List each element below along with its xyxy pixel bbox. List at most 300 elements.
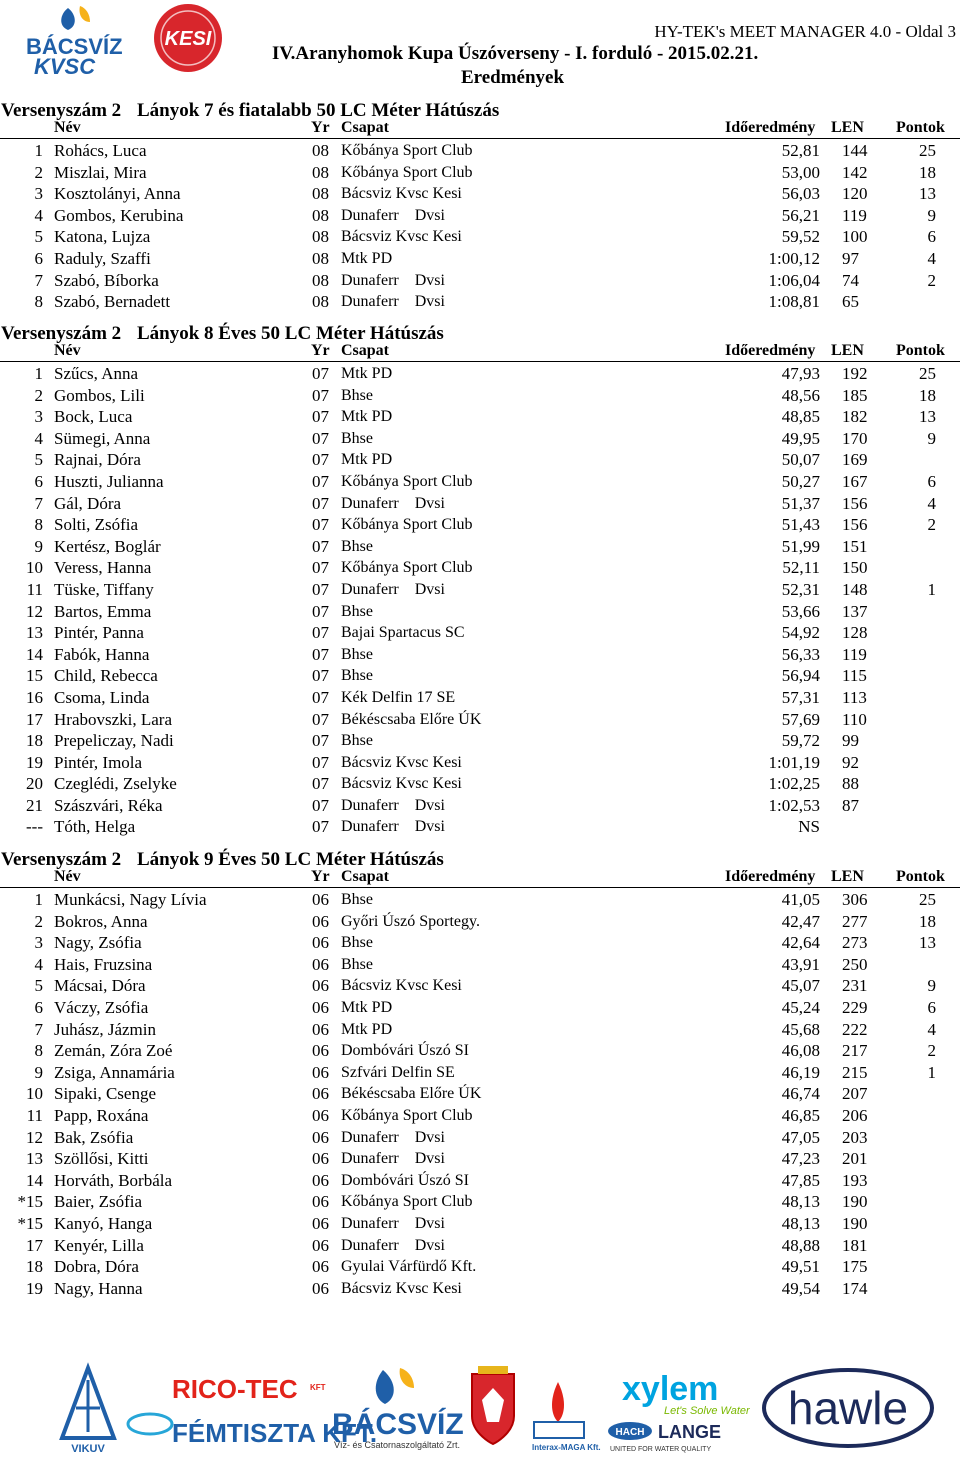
result-row [0, 772, 960, 794]
team-name: Bácsviz Kvsc Kesi [341, 185, 462, 203]
team-name: Bhse [341, 429, 373, 447]
result-time: 1:06,04 [768, 270, 820, 290]
result-time: 47,93 [781, 364, 820, 383]
birth-year: 06 [312, 1149, 329, 1169]
result-time: 48,85 [781, 407, 820, 427]
result-time: 50,27 [781, 471, 820, 491]
result-time: 51,37 [781, 493, 820, 513]
team-name: Kőbánya Sport Club [341, 516, 473, 534]
team-name: Mtk PD [341, 408, 393, 426]
team-name: Bhse [341, 645, 373, 663]
birth-year: 06 [312, 911, 329, 931]
place-cell: 12 [26, 1127, 43, 1147]
swimmer-name: Gombos, Lili [54, 385, 145, 405]
team-name: Bácsviz Kvsc Kesi [341, 775, 462, 793]
result-time: 52,81 [781, 141, 820, 160]
col-team: Csapat [341, 119, 390, 136]
team-points: 25 [919, 364, 936, 383]
team-name: Bajai Spartacus SC [341, 624, 465, 642]
result-row [0, 139, 960, 161]
swimmer-name: Solti, Zsófia [54, 515, 139, 535]
result-row [0, 1190, 960, 1212]
ricotec-label: RICO-TEC [172, 1374, 298, 1404]
birth-year: 07 [312, 623, 329, 643]
len-points: 99 [842, 731, 859, 751]
birth-year: 06 [312, 890, 329, 909]
result-time: 49,51 [781, 1257, 820, 1277]
result-time: 59,72 [781, 731, 820, 751]
result-row [0, 794, 960, 816]
place-cell: 17 [26, 709, 43, 729]
birth-year: 06 [312, 1041, 329, 1061]
team-name: Dunaferr Dvsi [341, 1150, 445, 1168]
sponsor-logos [0, 1360, 960, 1456]
result-row [0, 729, 960, 751]
team-name: Bácsviz Kvsc Kesi [341, 753, 462, 771]
len-points: 217 [842, 1041, 868, 1061]
swimmer-name: Rohács, Luca [54, 141, 147, 160]
swimmer-name: Kertész, Boglár [54, 536, 161, 556]
team-name: Bácsviz Kvsc Kesi [341, 977, 462, 995]
place-cell: 12 [26, 601, 43, 621]
result-row [0, 362, 960, 384]
place-cell: 16 [26, 687, 43, 707]
swimmer-name: Gál, Dóra [54, 493, 122, 513]
bacsviz-kvsc-logo [24, 4, 128, 76]
place-cell: 7 [34, 1019, 43, 1039]
birth-year: 08 [312, 292, 329, 312]
swimmer-name: Zemán, Zóra Zoé [54, 1041, 173, 1061]
bacsviz-sponsor-label: BÁCSVÍZ [332, 1408, 464, 1441]
team-name: Bhse [341, 891, 373, 908]
team-name: Bhse [341, 602, 373, 620]
swimmer-name: Szabó, Bíborka [54, 270, 159, 290]
swimmer-name: Kosztolányi, Anna [54, 184, 181, 204]
team-name: Mtk PD [341, 365, 393, 382]
team-name: Bhse [341, 955, 373, 973]
team-name: Békéscsaba Előre ÚK [341, 1085, 482, 1103]
ricotec-kft-label: KFT [310, 1383, 326, 1392]
swimmer-name: Sümegi, Anna [54, 428, 151, 448]
birth-year: 08 [312, 141, 329, 160]
result-row [0, 225, 960, 247]
team-name: Kőbánya Sport Club [341, 559, 473, 577]
place-cell: 2 [34, 911, 43, 931]
swimmer-name: Nagy, Zsófia [54, 933, 142, 953]
team-name: Bácsviz Kvsc Kesi [341, 1279, 462, 1297]
len-points: 222 [842, 1019, 868, 1039]
column-header [0, 342, 960, 362]
result-row [0, 815, 960, 837]
swimmer-name: Miszlai, Mira [54, 162, 147, 182]
place-cell: *15 [17, 1192, 43, 1212]
birth-year: 07 [312, 687, 329, 707]
result-row [0, 247, 960, 269]
xylem-hach-lange-logo [608, 1370, 751, 1453]
team-name: Kőbánya Sport Club [341, 163, 473, 181]
result-time: 46,08 [781, 1041, 820, 1061]
result-time: 56,03 [781, 184, 820, 204]
col-time: Időeredmény [725, 119, 816, 136]
swimmer-name: Tüske, Tiffany [54, 579, 154, 599]
birth-year: 07 [312, 364, 329, 383]
team-name: Bhse [341, 537, 373, 555]
len-points: 148 [842, 579, 868, 599]
place-cell: 4 [34, 428, 43, 448]
place-cell: 5 [34, 976, 43, 996]
result-time: 51,43 [781, 515, 820, 535]
result-row [0, 182, 960, 204]
len-points: 156 [842, 493, 868, 513]
team-name: Dombóvári Úszó SI [341, 1042, 469, 1060]
result-row [0, 535, 960, 557]
team-points: 18 [919, 385, 936, 405]
place-cell: 6 [34, 471, 43, 491]
result-row [0, 269, 960, 291]
len-points: 150 [842, 558, 868, 578]
place-cell: 7 [34, 270, 43, 290]
len-points: 182 [842, 407, 868, 427]
len-points: 207 [842, 1084, 868, 1104]
len-points: 181 [842, 1235, 868, 1255]
team-name: Dunaferr Dvsi [341, 494, 445, 512]
result-row [0, 470, 960, 492]
birth-year: 06 [312, 997, 329, 1017]
col-len: LEN [831, 868, 864, 885]
len-points: 88 [842, 774, 859, 794]
hawle-logo [764, 1370, 932, 1446]
column-header [0, 868, 960, 888]
team-name: Dunaferr Dvsi [341, 271, 445, 289]
birth-year: 07 [312, 558, 329, 578]
birth-year: 07 [312, 731, 329, 751]
len-points: 97 [842, 248, 859, 268]
result-time: 1:02,53 [768, 795, 820, 815]
place-cell: 1 [34, 141, 43, 160]
len-points: 174 [842, 1278, 868, 1298]
col-name: Név [54, 868, 81, 885]
birth-year: 06 [312, 1213, 329, 1233]
len-points: 273 [842, 933, 868, 953]
team-name: Dunaferr Dvsi [341, 1214, 445, 1232]
place-cell: 15 [26, 666, 43, 686]
len-points: 203 [842, 1127, 868, 1147]
team-points: 2 [927, 1041, 936, 1061]
team-name: Dunaferr Dvsi [341, 1236, 445, 1254]
svg-text:KESI: KESI [164, 28, 212, 50]
result-time: 59,52 [781, 227, 820, 247]
place-cell: 6 [34, 997, 43, 1017]
result-time: 45,68 [781, 1019, 820, 1039]
place-cell: 9 [34, 1062, 43, 1082]
result-row [0, 1082, 960, 1104]
swimmer-name: Kanyó, Hanga [54, 1213, 153, 1233]
place-cell: 1 [34, 364, 43, 383]
result-row [0, 953, 960, 975]
team-name: Dunaferr Dvsi [341, 293, 445, 311]
result-time: 42,47 [781, 911, 820, 931]
col-yr: Yr [311, 342, 330, 359]
swimmer-name: Katona, Lujza [54, 227, 151, 247]
result-time: 53,00 [781, 162, 820, 182]
birth-year: 07 [312, 709, 329, 729]
team-points: 6 [927, 471, 936, 491]
birth-year: 06 [312, 1235, 329, 1255]
team-name: Dunaferr Dvsi [341, 206, 445, 224]
result-time: 43,91 [781, 954, 820, 974]
event-section [0, 99, 960, 312]
result-row [0, 1212, 960, 1234]
len-points: 192 [842, 364, 868, 383]
swimmer-name: Gombos, Kerubina [54, 205, 184, 225]
meet-manager-label: HY-TEK's MEET MANAGER 4.0 - Oldal 3 [654, 22, 956, 41]
place-cell: 19 [26, 752, 43, 772]
len-points: 65 [842, 292, 859, 312]
len-points: 170 [842, 428, 868, 448]
len-points: 167 [842, 471, 868, 491]
place-cell: 10 [26, 558, 43, 578]
swimmer-name: Szabó, Bernadett [54, 292, 171, 312]
len-points: 229 [842, 997, 868, 1017]
place-cell: *15 [17, 1213, 43, 1233]
len-points: 137 [842, 601, 868, 621]
team-name: Mtk PD [341, 1020, 393, 1038]
birth-year: 07 [312, 644, 329, 664]
col-time: Időeredmény [725, 342, 816, 359]
xylem-label: xylem [622, 1370, 719, 1408]
birth-year: 07 [312, 666, 329, 686]
col-points: Pontok [896, 342, 945, 359]
result-row [0, 1255, 960, 1277]
birth-year: 07 [312, 536, 329, 556]
place-cell: 2 [34, 162, 43, 182]
birth-year: 08 [312, 227, 329, 247]
result-time: 52,11 [782, 558, 820, 578]
birth-year: 06 [312, 976, 329, 996]
result-row [0, 974, 960, 996]
bacsviz-sponsor-subtitle: Víz- és Csatornaszolgáltató Zrt. [334, 1440, 461, 1450]
result-row [0, 996, 960, 1018]
birth-year: 07 [312, 601, 329, 621]
len-points: 74 [842, 270, 859, 290]
result-row [0, 405, 960, 427]
result-row [0, 751, 960, 773]
team-points: 4 [927, 493, 936, 513]
place-cell: 11 [26, 579, 43, 599]
meet-title: IV.Aranyhomok Kupa Úszóverseny - I. forduló - 2015.02.21. [272, 43, 759, 64]
col-points: Pontok [896, 868, 945, 885]
len-points: 87 [842, 795, 859, 815]
result-row [0, 1018, 960, 1040]
swimmer-name: Szöllősi, Kitti [54, 1149, 149, 1169]
team-name: Dombóvári Úszó SI [341, 1171, 469, 1189]
place-cell: 4 [34, 205, 43, 225]
interax-label: Interax-MAGA Kft. [532, 1443, 601, 1452]
result-time: 51,99 [781, 536, 820, 556]
team-name: Kék Delfin 17 SE [341, 688, 456, 706]
swimmer-name: Fabók, Hanna [54, 644, 150, 664]
birth-year: 06 [312, 1278, 329, 1298]
result-time: 48,56 [781, 385, 820, 405]
len-points: 169 [842, 450, 868, 470]
team-name: Bhse [341, 934, 373, 952]
results-list [0, 139, 960, 312]
swimmer-name: Mácsai, Dóra [54, 976, 146, 996]
birth-year: 08 [312, 248, 329, 268]
result-row [0, 1039, 960, 1061]
result-time: 56,94 [781, 666, 820, 686]
birth-year: 07 [312, 471, 329, 491]
result-row [0, 290, 960, 312]
len-points: 113 [842, 687, 867, 707]
event-number: Versenyszám 2 [1, 849, 122, 870]
result-time: 45,24 [781, 997, 820, 1017]
place-cell: 19 [26, 1278, 43, 1298]
results-list [0, 888, 960, 1298]
birth-year: 06 [312, 1062, 329, 1082]
result-row [0, 1126, 960, 1148]
result-time: 50,07 [781, 450, 820, 470]
swimmer-name: Horváth, Borbála [54, 1170, 173, 1190]
birth-year: 07 [312, 795, 329, 815]
place-cell: 8 [34, 515, 43, 535]
result-row [0, 1277, 960, 1299]
result-time: 47,85 [781, 1170, 820, 1190]
kesi-logo [152, 2, 224, 74]
place-cell: 17 [26, 1235, 43, 1255]
team-points: 6 [927, 227, 936, 247]
result-time: 52,31 [781, 579, 820, 599]
len-points: 115 [842, 666, 867, 686]
result-row [0, 621, 960, 643]
swimmer-name: Pintér, Imola [54, 752, 143, 772]
birth-year: 06 [312, 1127, 329, 1147]
team-points: 9 [927, 205, 936, 225]
result-time: 1:08,81 [768, 292, 820, 312]
event-name: Lányok 8 Éves 50 LC Méter Hátúszás [137, 323, 444, 344]
team-name: Győri Úszó Sportegy. [341, 912, 480, 930]
birth-year: 07 [312, 579, 329, 599]
team-points: 1 [927, 1062, 936, 1082]
birth-year: 07 [312, 407, 329, 427]
team-points: 4 [927, 1019, 936, 1039]
result-row [0, 1147, 960, 1169]
result-row [0, 643, 960, 665]
team-points: 4 [927, 248, 936, 268]
team-name: Békéscsaba Előre ÚK [341, 710, 482, 728]
column-header [0, 119, 960, 139]
len-points: 92 [842, 752, 859, 772]
birth-year: 07 [312, 428, 329, 448]
event-number: Versenyszám 2 [1, 323, 122, 344]
hawle-label: hawle [787, 1382, 909, 1434]
swimmer-name: Dobra, Dóra [54, 1257, 139, 1277]
result-time: 45,07 [781, 976, 820, 996]
place-cell: 14 [26, 644, 43, 664]
team-points: 13 [919, 184, 936, 204]
swimmer-name: Munkácsi, Nagy Lívia [54, 890, 207, 909]
event-section [0, 848, 960, 1298]
birth-year: 07 [312, 515, 329, 535]
xylem-tagline: Let's Solve Water [664, 1405, 750, 1417]
swimmer-name: Nagy, Hanna [54, 1278, 143, 1298]
result-time: 57,69 [781, 709, 820, 729]
event-title [0, 322, 960, 345]
team-name: Dunaferr Dvsi [341, 796, 445, 814]
swimmer-name: Szűcs, Anna [54, 364, 139, 383]
place-cell: 8 [34, 292, 43, 312]
svg-text:BÁCSVÍZ: BÁCSVÍZ [26, 34, 123, 59]
vikuv-logo [62, 1368, 114, 1455]
place-cell: 20 [26, 774, 43, 794]
event-name: Lányok 7 és fiatalabb 50 LC Méter Hátúszás [137, 100, 500, 121]
result-row [0, 427, 960, 449]
birth-year: 07 [312, 385, 329, 405]
birth-year: 06 [312, 954, 329, 974]
swimmer-name: Tóth, Helga [54, 817, 136, 837]
len-points: 110 [842, 709, 867, 729]
interax-logo [532, 1382, 601, 1452]
result-row [0, 1234, 960, 1256]
team-name: Kőbánya Sport Club [341, 472, 473, 490]
birth-year: 08 [312, 184, 329, 204]
team-name: Mtk PD [341, 249, 393, 267]
place-cell: 18 [26, 1257, 43, 1277]
swimmer-name: Csoma, Linda [54, 687, 150, 707]
team-name: Bácsviz Kvsc Kesi [341, 228, 462, 246]
results-list [0, 362, 960, 837]
swimmer-name: Huszti, Julianna [54, 471, 164, 491]
place-cell: 9 [34, 536, 43, 556]
birth-year: 07 [312, 450, 329, 470]
team-name: Bhse [341, 386, 373, 404]
event-section [0, 322, 960, 837]
result-row [0, 384, 960, 406]
swimmer-name: Czeglédi, Zselyke [54, 774, 177, 794]
team-name: Dunaferr Dvsi [341, 818, 445, 836]
result-row [0, 1061, 960, 1083]
page-header [0, 0, 960, 100]
place-cell: 7 [34, 493, 43, 513]
team-points: 2 [927, 515, 936, 535]
swimmer-name: Kenyér, Lilla [54, 1235, 144, 1255]
birth-year: 06 [312, 1192, 329, 1212]
len-points: 119 [842, 644, 867, 664]
result-time: 49,95 [781, 428, 820, 448]
result-time: 42,64 [781, 933, 820, 953]
lange-label: LANGE [658, 1422, 721, 1442]
result-time: 1:02,25 [768, 774, 820, 794]
place-cell: 5 [34, 450, 43, 470]
place-cell: 3 [34, 933, 43, 953]
place-cell: 1 [34, 890, 43, 909]
swimmer-name: Váczy, Zsófia [54, 997, 149, 1017]
len-points: 144 [842, 141, 868, 160]
birth-year: 07 [312, 493, 329, 513]
result-row [0, 708, 960, 730]
place-cell: 14 [26, 1170, 43, 1190]
svg-text:KVSC: KVSC [34, 54, 96, 76]
place-cell: 5 [34, 227, 43, 247]
len-points: 215 [842, 1062, 868, 1082]
col-team: Csapat [341, 342, 390, 359]
event-title [0, 848, 960, 871]
result-row [0, 888, 960, 910]
col-yr: Yr [311, 868, 330, 885]
len-points: 190 [842, 1213, 868, 1233]
result-time: 46,85 [781, 1105, 820, 1125]
event-number: Versenyszám 2 [1, 100, 122, 121]
